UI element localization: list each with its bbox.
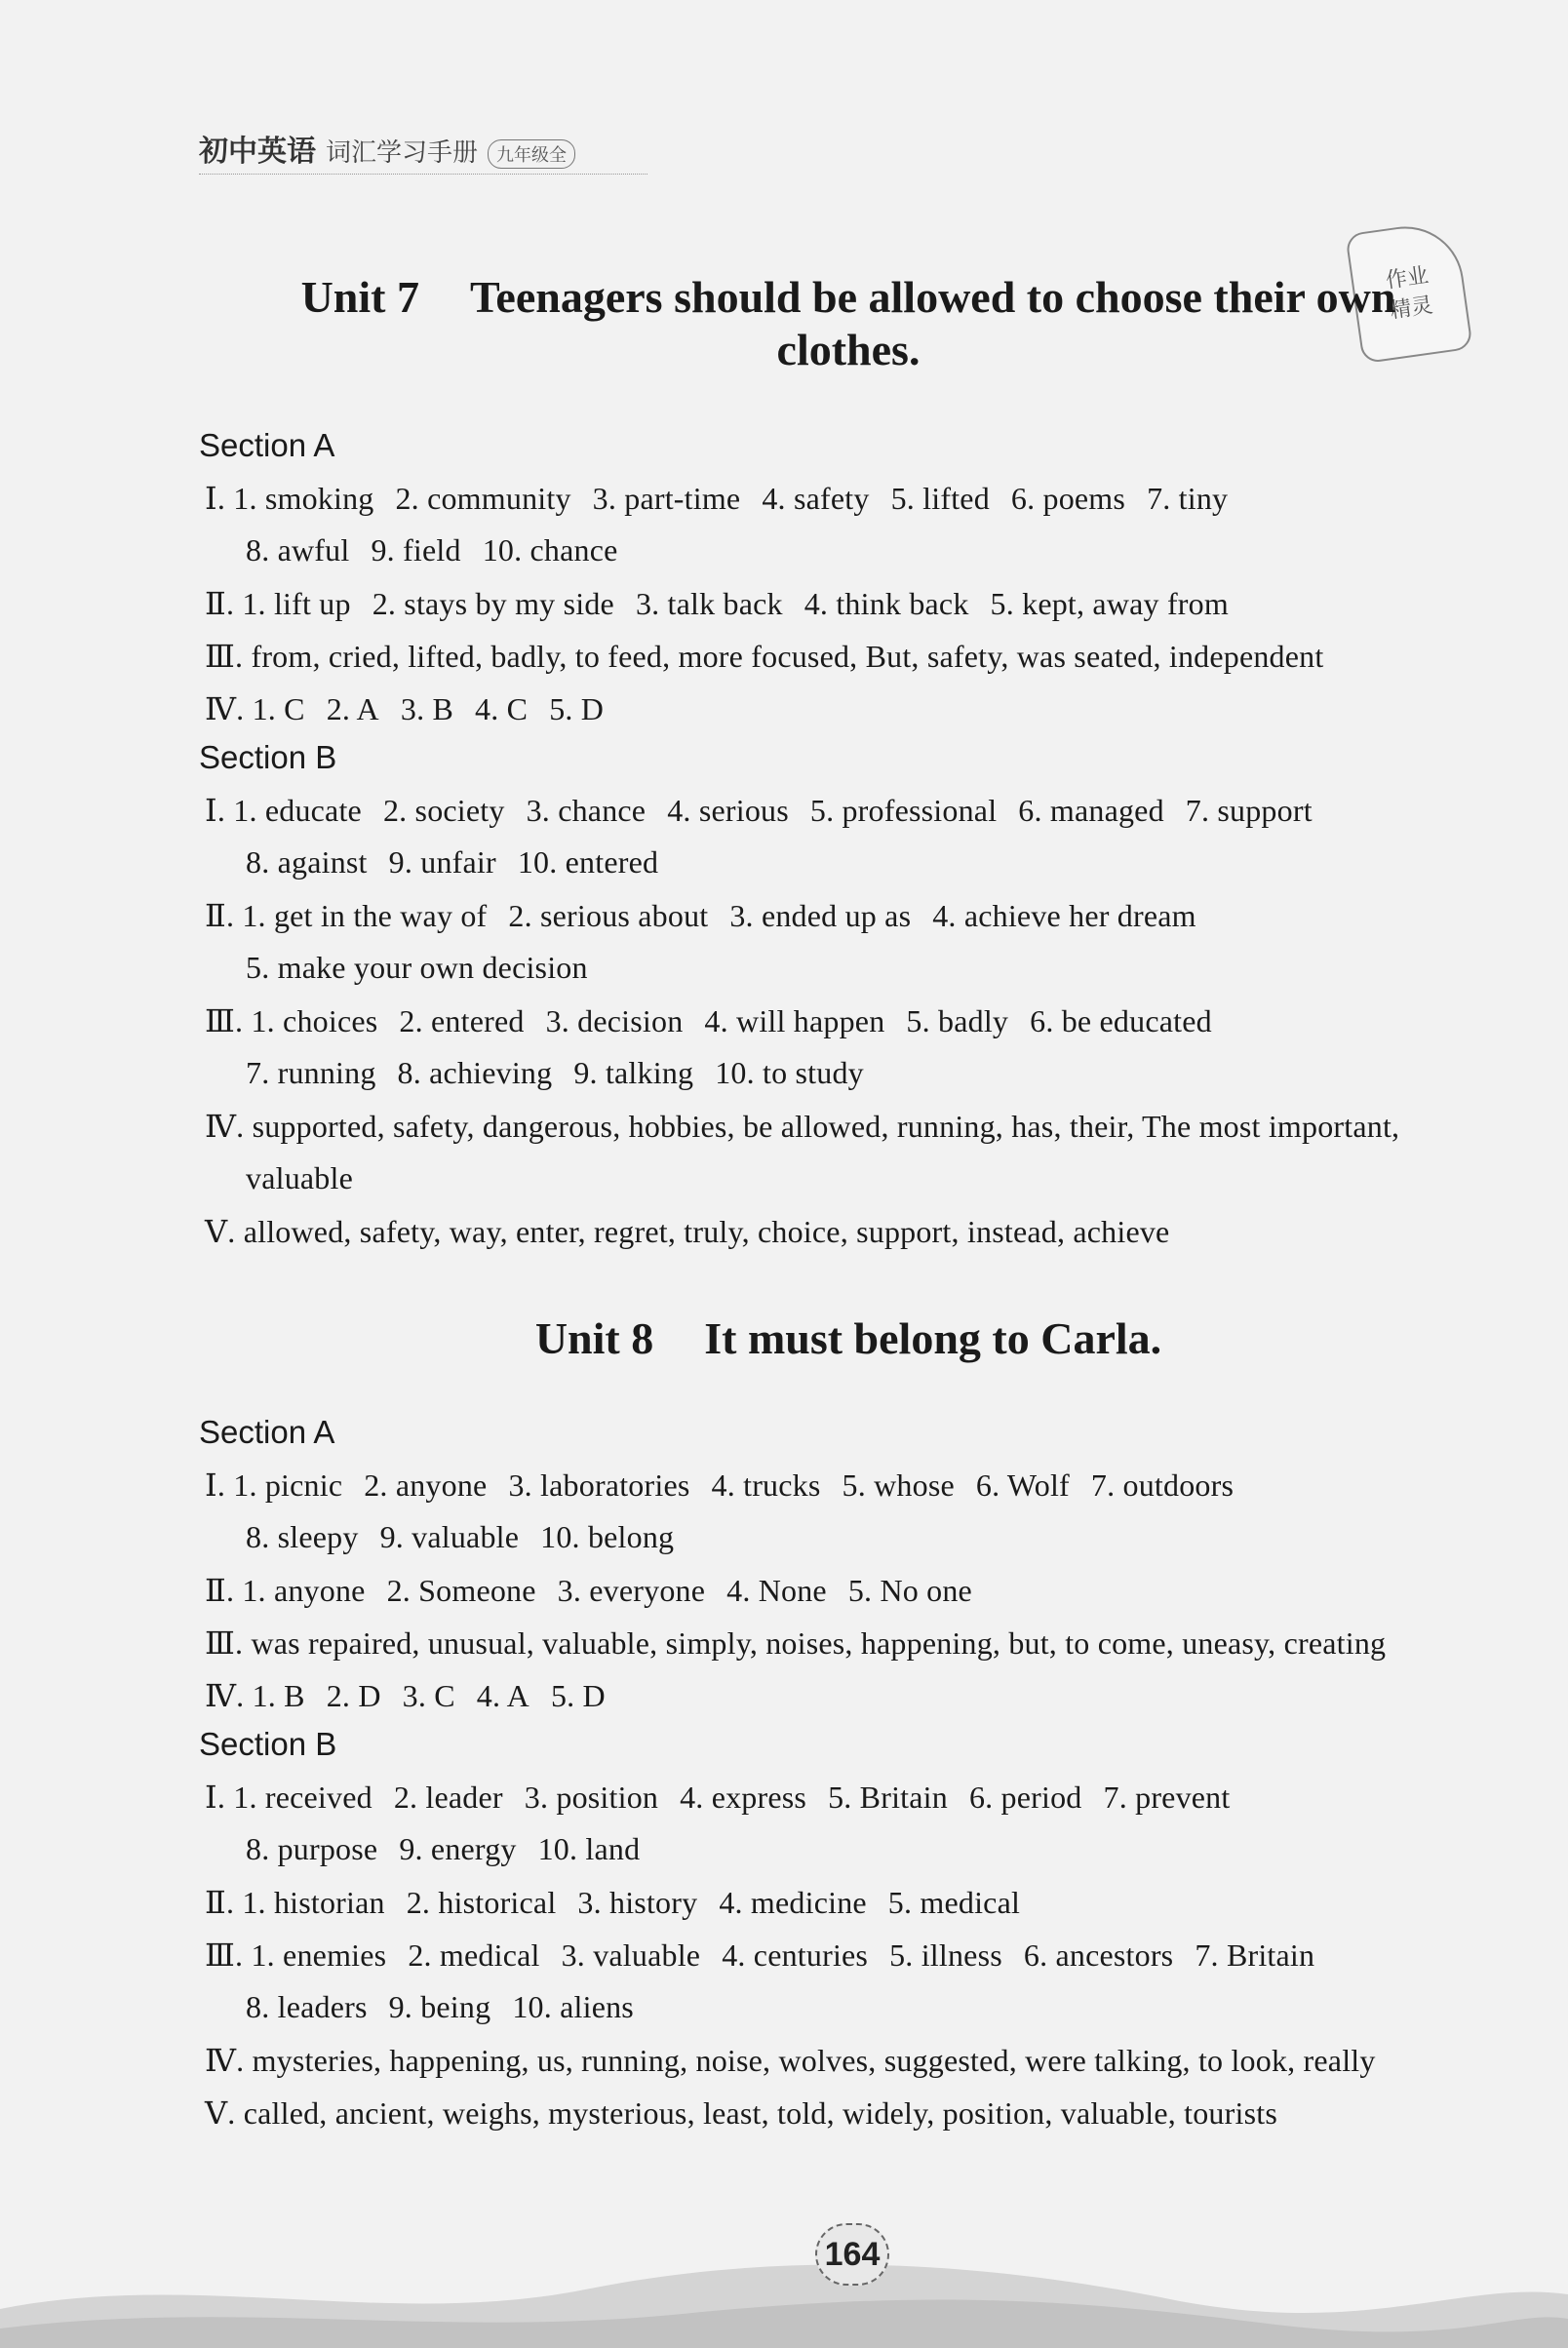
answer-item: 10. belong: [540, 1519, 675, 1554]
answer-item: 2. community: [395, 481, 571, 516]
answer-item: 5. professional: [809, 793, 998, 828]
answer-item: 2. leader: [393, 1780, 503, 1815]
answer-item: Ⅱ. 1. anyone: [205, 1573, 366, 1608]
answer-item: 4. achieve her dream: [932, 898, 1196, 933]
answer-item: 2. society: [382, 793, 505, 828]
answer-item: 3. talk back: [635, 586, 783, 621]
answer-item: 5. badly: [906, 1003, 1009, 1038]
answer-item: 3. decision: [545, 1003, 684, 1038]
answer-item: Ⅳ. 1. C: [205, 691, 305, 726]
answer-item: 5. illness: [889, 1937, 1002, 1973]
answer-item: 5. kept, away from: [990, 586, 1229, 621]
answer-item: 3. everyone: [557, 1573, 706, 1608]
answer-item: 2. anyone: [364, 1468, 488, 1503]
unit7-a-2: [205, 585, 1229, 622]
answer-item: 3. C: [402, 1678, 455, 1713]
unit7-b-3-cont: [246, 1055, 864, 1091]
answer-item: 4. serious: [667, 793, 789, 828]
unit8-title-text: It must belong to Carla.: [704, 1313, 1162, 1363]
answer-item: 3. part-time: [592, 481, 741, 516]
answer-item: 3. chance: [526, 793, 647, 828]
answer-item: Ⅱ. 1. get in the way of: [205, 898, 488, 933]
unit8-b-2: [205, 1884, 1020, 1921]
unit7-section-a-label: Section A: [199, 427, 335, 463]
answer-item: 4. A: [476, 1678, 529, 1713]
answer-item: 8. leaders: [246, 1989, 368, 2024]
unit7-b-2-cont: 5. make your own decision: [246, 950, 588, 985]
running-header: [199, 127, 575, 170]
answer-item: 2. serious about: [508, 898, 709, 933]
answer-item: 3. position: [524, 1780, 659, 1815]
answer-item: 9. energy: [399, 1831, 517, 1866]
unit8-b-3: [205, 1937, 1314, 1974]
answer-item: Ⅲ. 1. choices: [205, 1003, 378, 1038]
unit8-section-b-label: Section B: [199, 1726, 337, 1762]
answer-item: 4. trucks: [711, 1468, 821, 1503]
answer-item: 8. achieving: [397, 1055, 553, 1090]
answer-item: 7. running: [246, 1055, 376, 1090]
unit7-b-1-cont: [246, 844, 658, 880]
unit8-number: Unit 8: [534, 1313, 654, 1363]
answer-item: 2. medical: [408, 1937, 540, 1973]
answer-item: 5. Britain: [828, 1780, 948, 1815]
answer-item: 4. None: [726, 1573, 827, 1608]
answer-item: 9. being: [388, 1989, 491, 2024]
unit8-b-3-cont: [246, 1989, 634, 2025]
unit7-a-1-cont: [246, 532, 618, 568]
answer-item: Ⅰ. 1. educate: [205, 793, 362, 828]
unit7-section-b-label: Section B: [199, 739, 337, 775]
unit8-a-3: Ⅲ. was repaired, unusual, valuable, simply, noises, happening, but, to come, uneasy, creating: [205, 1625, 1387, 1661]
unit8-section-a-label: Section A: [199, 1414, 335, 1450]
unit8-a-2: [205, 1572, 972, 1609]
unit7-title-cont: [195, 324, 1502, 376]
answer-item: 10. land: [537, 1831, 641, 1866]
unit8-a-1: [205, 1467, 1234, 1504]
answer-item: 6. be educated: [1030, 1003, 1212, 1038]
answer-item: 3. ended up as: [729, 898, 912, 933]
unit7-title-line2: clothes.: [776, 325, 921, 374]
answer-item: 5. lifted: [890, 481, 990, 516]
answer-item: 7. tiny: [1147, 481, 1229, 516]
unit7-title: [195, 271, 1502, 324]
answer-item: 6. ancestors: [1023, 1937, 1174, 1973]
unit8-a-4: [205, 1677, 606, 1714]
answer-item: 4. think back: [804, 586, 969, 621]
answer-item: 5. medical: [887, 1885, 1021, 1920]
answer-item: 8. sleepy: [246, 1519, 359, 1554]
header-grade: 九年级全: [488, 139, 575, 169]
unit8-title: [195, 1312, 1502, 1365]
answer-item: 5. No one: [847, 1573, 972, 1608]
unit7-title-line1: Teenagers should be allowed to choose their own: [469, 272, 1396, 322]
answer-item: 5. D: [549, 691, 605, 726]
unit7-b-4-cont: valuable: [246, 1160, 353, 1195]
answer-item: 8. purpose: [246, 1831, 378, 1866]
answer-item: 6. period: [968, 1780, 1082, 1815]
unit7-b-3: [205, 1002, 1212, 1039]
answer-item: 10. to study: [715, 1055, 864, 1090]
answer-item: Ⅰ. 1. picnic: [205, 1468, 343, 1503]
answer-item: 3. valuable: [561, 1937, 701, 1973]
footer-wave: [0, 2241, 1568, 2348]
unit7-b-4: Ⅳ. supported, safety, dangerous, hobbies, be allowed, running, has, their, The most important,: [205, 1109, 1400, 1144]
answer-item: 4. centuries: [722, 1937, 869, 1973]
page-number: 164: [815, 2223, 889, 2286]
answer-item: 10. aliens: [512, 1989, 634, 2024]
answer-item: 4. safety: [762, 481, 870, 516]
unit8-b-1-cont: [246, 1831, 640, 1867]
answer-item: 5. D: [550, 1678, 606, 1713]
answer-item: Ⅱ. 1. historian: [205, 1885, 385, 1920]
answer-item: 4. C: [475, 691, 529, 726]
answer-item: 7. support: [1185, 793, 1313, 828]
answer-item: 2. entered: [399, 1003, 525, 1038]
unit8-b-1: [205, 1779, 1230, 1816]
answer-item: 3. history: [577, 1885, 698, 1920]
answer-item: 10. chance: [482, 532, 618, 567]
answer-item: 3. B: [400, 691, 454, 726]
answer-item: 6. managed: [1018, 793, 1164, 828]
answer-item: Ⅰ. 1. received: [205, 1780, 372, 1815]
answer-item: 4. medicine: [719, 1885, 867, 1920]
answer-item: 6. Wolf: [975, 1468, 1070, 1503]
unit8-a-1-cont: [246, 1519, 674, 1555]
answer-item: 2. stays by my side: [372, 586, 614, 621]
header-brand: 初中英语: [199, 135, 316, 169]
unit7-b-5: Ⅴ. allowed, safety, way, enter, regret, truly, choice, support, instead, achieve: [205, 1214, 1170, 1249]
unit7-a-4: [205, 690, 604, 727]
answer-item: 7. prevent: [1103, 1780, 1231, 1815]
header-rule: [199, 174, 647, 175]
answer-item: 3. laboratories: [508, 1468, 690, 1503]
answer-item: 9. talking: [573, 1055, 694, 1090]
answer-item: 9. field: [371, 532, 461, 567]
answer-item: 10. entered: [517, 844, 659, 880]
answer-item: 2. historical: [406, 1885, 557, 1920]
answer-item: 2. A: [326, 691, 379, 726]
answer-item: 9. valuable: [379, 1519, 520, 1554]
answer-item: 8. awful: [246, 532, 350, 567]
header-book-title: 词汇学习手册: [326, 138, 479, 168]
unit8-b-4: Ⅳ. mysteries, happening, us, running, noise, wolves, suggested, were talking, to look, really: [205, 2043, 1376, 2078]
unit7-b-1: [205, 792, 1313, 829]
answer-item: 2. Someone: [386, 1573, 536, 1608]
answer-item: 2. D: [326, 1678, 381, 1713]
answer-item: 8. against: [246, 844, 368, 880]
answer-item: 6. poems: [1010, 481, 1126, 516]
unit8-b-5: Ⅴ. called, ancient, weighs, mysterious, least, told, widely, position, valuable, tourists: [205, 2095, 1277, 2131]
answer-item: Ⅰ. 1. smoking: [205, 481, 374, 516]
answer-item: 9. unfair: [388, 844, 496, 880]
stamp-text-2: 精灵: [1388, 293, 1434, 324]
answer-item: 7. outdoors: [1090, 1468, 1235, 1503]
answer-item: Ⅲ. 1. enemies: [205, 1937, 387, 1973]
unit7-a-1: [205, 480, 1228, 517]
unit7-number: Unit 7: [300, 272, 419, 322]
answer-item: Ⅳ. 1. B: [205, 1678, 305, 1713]
unit7-a-3: Ⅲ. from, cried, lifted, badly, to feed, more focused, But, safety, was seated, independent: [205, 639, 1324, 674]
answer-item: 4. express: [680, 1780, 807, 1815]
answer-item: 4. will happen: [704, 1003, 885, 1038]
answer-item: 7. Britain: [1195, 1937, 1315, 1973]
stamp-text-1: 作业: [1384, 263, 1431, 294]
unit7-b-2: [205, 897, 1196, 934]
answer-item: Ⅱ. 1. lift up: [205, 586, 351, 621]
answer-item: 5. whose: [842, 1468, 955, 1503]
